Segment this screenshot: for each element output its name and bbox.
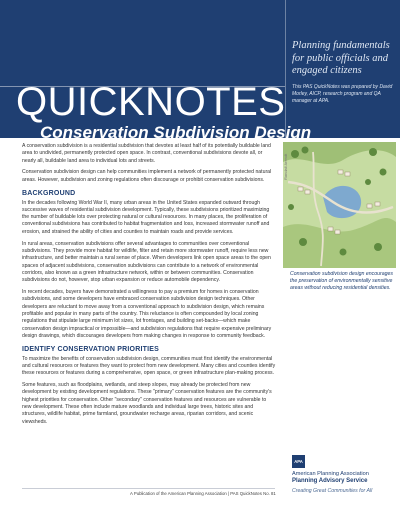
- intro-paragraph: Conservation subdivision design can help communities implement a network of permanently protected natural areas. However, subdivision and zoning regulations often discourage or prohibit conservation subdivisions.: [22, 169, 272, 183]
- section-heading-identify: IDENTIFY CONSERVATION PRIORITIES: [22, 345, 159, 353]
- background-paragraph: In rural areas, conservation subdivisions offer several advantages to communities over conventional subdivisions. They provide more habitat for wildlife, filter and retain more stormwater runoff, require less new infrastructure, and better maintain a rural sense of place. When developers link open space areas to the open spaces of adjacent subdivisions, conservation subdivisions can contribute to a network of environmental corridors, also known as a green infrastructure network, within or between communities. Conservation subdivisions do not, however, stop urban expansion or reduce automobile dependency.: [22, 240, 271, 284]
- illustration-caption: Conservation subdivision design encourages the preservation of environmentally sensitive areas without reducing residential densities.: [290, 271, 393, 291]
- header-divider: [285, 0, 286, 138]
- identify-paragraph: Some features, such as floodplains, wetlands, and steep slopes, may already be protected from new development by existing development regulations. These "primary" conservation features are the community's highest priorities for conservation. Other "secondary" conservation features and resources are vulnerable to new development. These often include mature woodlands and individual large trees, historic sites and structures, wildlife habitat, prime farmland, groundwater recharge areas, riparian corridors, and scenic viewsheds.: [22, 382, 272, 425]
- footer-publication-line: A Publication of the American Planning Association | PAS QuickNotes No. 81: [130, 491, 276, 496]
- tagline: Planning fundamentals for public officials and engaged citizens: [292, 40, 390, 77]
- article-body: [22, 143, 277, 430]
- background-paragraph: In recent decades, buyers have demonstrated a willingness to pay a premium for homes in conservation subdivisions, and some developers have embraced conservation subdivision design techniques. Other developers are reluctant to move away from a conventional approach to subdivision design, which remains profitable and popular in many parts of the country. This reluctance is often compounded by local zoning regulations that stipulate large minimum lot sizes, lot frontages, and building set-backs—which make conservation design impractical or impossible—and subdivision regulations that require expensive preliminary design drawings, which discourages developers from making changes in response to community feedback.: [22, 288, 272, 339]
- site-plan-illustration: [283, 142, 396, 268]
- apa-organization-name: American Planning Association: [292, 471, 369, 477]
- quicknotes-brand: QUICKNOTES: [16, 80, 286, 124]
- illustration-credit: Randall Arendt: [283, 153, 288, 180]
- section-heading-background: BACKGROUND: [22, 189, 76, 197]
- background-paragraph: In the decades following World War II, many urban areas in the United States expanded outward through successive waves of residential subdivision development. Typically, these subdivisions prioritized maximizing the number of buildable lots over protecting natural or cultural resources. In many places, the proliferation of conventional subdivisions has contributed to habitat fragmentation and loss, increased stormwater runoff and erosion, and strained the ability of cities and counties to maintain roads and provide services.: [22, 199, 270, 235]
- page-title: Conservation Subdivision Design: [40, 123, 312, 142]
- intro-paragraph: A conservation subdivision is a residential subdivision that devotes at least half of its potentially buildable land area to undivided, permanently protected open space. In contrast, conventional subdivisions devote all, or nearly all, buildable land area to individual lots and streets.: [22, 143, 271, 164]
- apa-service-name: Planning Advisory Service: [292, 478, 368, 484]
- identify-paragraph: To maximize the benefits of conservation subdivision design, communities must first identify the environmental and cultural resources or features they want to protect from new development. Many cities and counties identify these resources or features during a comprehensive, open space, or green infrastructure plan-making process.: [22, 355, 276, 377]
- footer-rule: [22, 488, 275, 489]
- prepared-by-note: This PAS QuickNotes was prepared by David Morley, AICP, research program and QA manager at APA.: [292, 84, 393, 104]
- apa-logo: APA: [292, 455, 305, 468]
- apa-slogan: Creating Great Communities for All: [292, 488, 373, 494]
